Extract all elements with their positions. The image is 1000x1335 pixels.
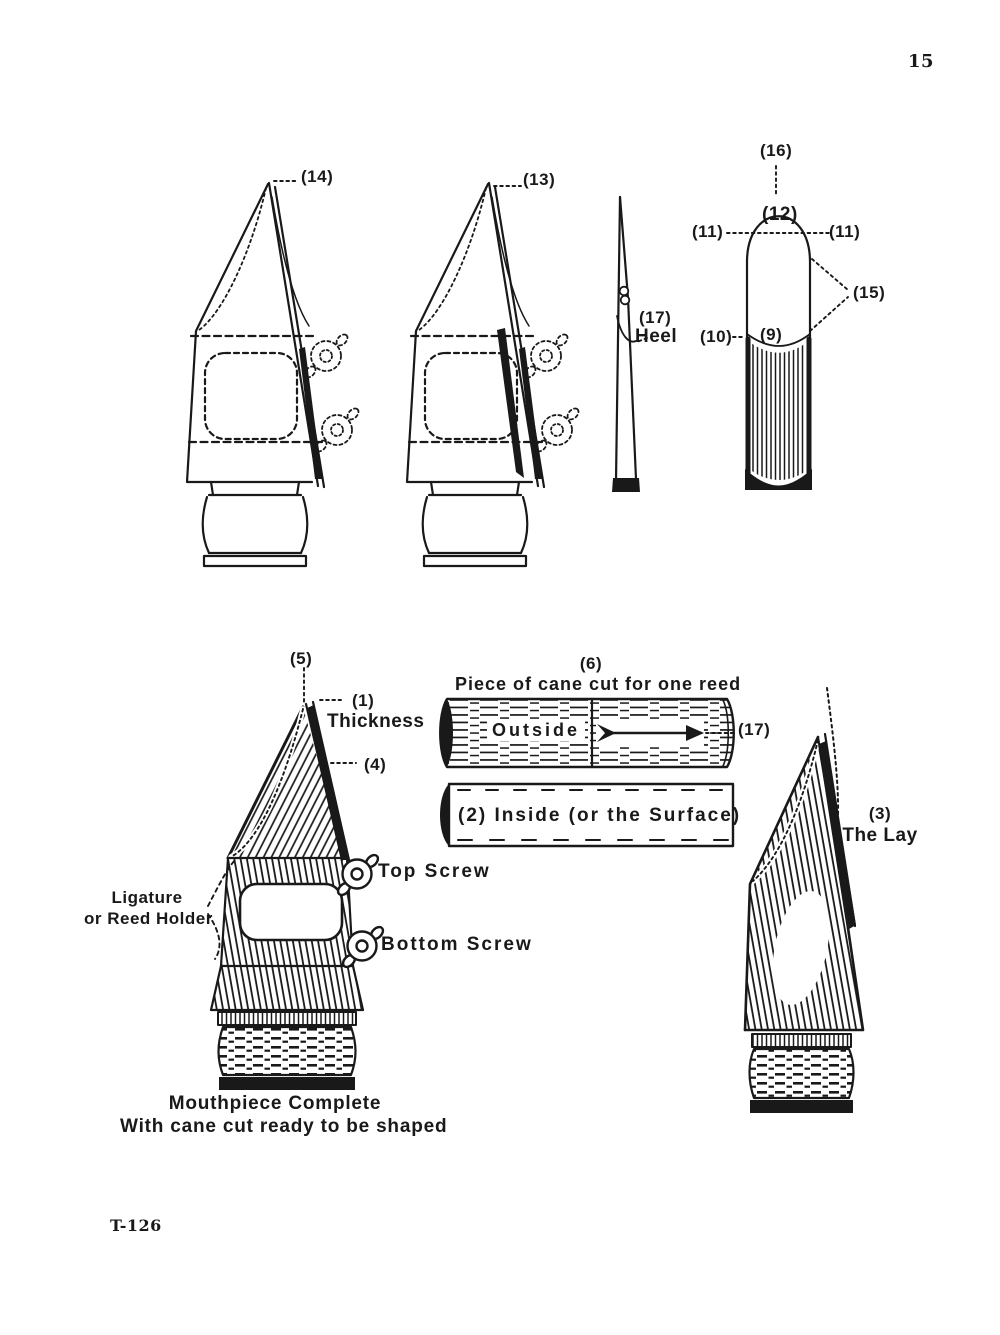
callout-11-left: (11) <box>692 222 724 241</box>
ligature-label-line2: or Reed Holder <box>84 909 213 928</box>
callout-3: (3) <box>868 804 892 823</box>
callout-13: (13) <box>523 170 556 189</box>
callout-11-right: (11) <box>829 222 861 241</box>
ligature-label <box>84 887 213 929</box>
figure-mouthpiece-side-middle <box>407 183 581 566</box>
callout-12: (12) <box>762 204 798 225</box>
callout-17-heel: (17) <box>639 308 672 327</box>
page-number: 15 <box>908 51 935 72</box>
outside-label: Outside <box>487 720 585 741</box>
inside-label: (2) Inside (or the Surface) <box>458 805 742 826</box>
callout-5: (5) <box>290 649 313 668</box>
figure-caption <box>120 1092 448 1138</box>
thickness-label: Thickness <box>327 711 425 732</box>
callout-1: (1) <box>352 691 375 710</box>
callout-14: (14) <box>301 167 334 186</box>
lay-heading <box>838 805 922 846</box>
callout-10: (10) <box>700 327 733 346</box>
callout-17-cane: (17) <box>738 720 771 739</box>
top-screw-label: Top Screw <box>378 861 491 882</box>
callout-6: (6) <box>579 654 603 673</box>
plate-code: T-126 <box>110 1216 162 1235</box>
callout-15: (15) <box>853 283 886 302</box>
figure-caption-line1: Mouthpiece Complete <box>168 1093 382 1114</box>
figure-mouthpiece-side-left <box>187 181 361 566</box>
figure-cane-piece <box>440 699 736 767</box>
callout-4: (4) <box>364 755 387 774</box>
cane-piece-caption: Piece of cane cut for one reed <box>455 673 742 694</box>
callout-9: (9) <box>760 325 783 344</box>
lay-label: The Lay <box>842 824 918 846</box>
figure-caption-line2: With cane cut ready to be shaped <box>120 1116 448 1137</box>
cane-piece-heading <box>455 654 742 694</box>
figure-mouthpiece-lay <box>745 688 863 1113</box>
bottom-screw-label: Bottom Screw <box>381 934 533 955</box>
heel-label: Heel <box>635 326 678 347</box>
callout-16: (16) <box>760 141 793 160</box>
ligature-label-line1: Ligature <box>111 888 183 907</box>
